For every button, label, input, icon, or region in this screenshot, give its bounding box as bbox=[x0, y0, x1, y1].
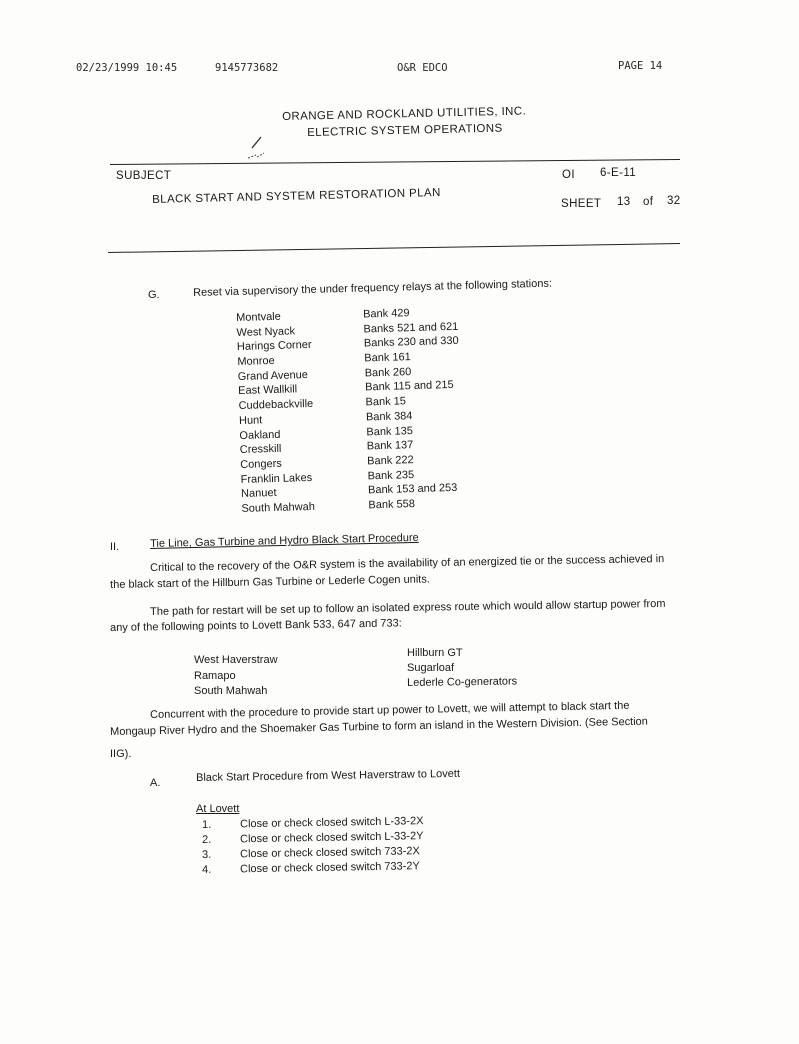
header-rule-bottom bbox=[108, 243, 680, 253]
station-bank: Bank 161 bbox=[364, 351, 411, 365]
station-name: Nanuet bbox=[240, 487, 277, 501]
step-text: Close or check closed switch L-33-2Y bbox=[239, 830, 424, 846]
station-bank: Banks 521 and 621 bbox=[363, 320, 459, 336]
station-name: Hunt bbox=[238, 414, 263, 427]
station-bank: Bank 135 bbox=[366, 424, 414, 438]
company-name: ORANGE AND ROCKLAND UTILITIES, INC. bbox=[282, 105, 527, 123]
station-bank: Banks 230 and 330 bbox=[363, 335, 459, 350]
fax-datetime: 02/23/1999 10:45 bbox=[76, 62, 178, 74]
station-bank: Bank 222 bbox=[367, 453, 414, 468]
step-number: 2. bbox=[202, 833, 212, 846]
station-bank: Bank 260 bbox=[364, 365, 412, 380]
station-name: East Wallkill bbox=[238, 383, 298, 398]
fax-sender: O&R EDCO bbox=[397, 62, 448, 74]
para2-line1: The path for restart will be set up to follow an isolated express route which would allow startup power from bbox=[150, 597, 666, 618]
step-number: 4. bbox=[202, 863, 212, 876]
point-left-2: Ramapo bbox=[194, 670, 236, 682]
sheet-of-label: of bbox=[643, 196, 654, 208]
station-name: Oakland bbox=[239, 428, 281, 442]
department-name: ELECTRIC SYSTEM OPERATIONS bbox=[307, 122, 503, 139]
step-text: Close or check closed switch 733-2X bbox=[239, 845, 420, 861]
sheet-total: 32 bbox=[667, 195, 681, 207]
point-right-3: Lederle Co-generators bbox=[407, 675, 518, 689]
station-name: Franklin Lakes bbox=[240, 471, 313, 486]
document-title: BLACK START AND SYSTEM RESTORATION PLAN bbox=[152, 186, 441, 206]
subject-label: SUBJECT bbox=[116, 170, 172, 182]
station-bank: Bank 558 bbox=[368, 498, 416, 512]
point-left-1: West Haverstraw bbox=[194, 654, 278, 666]
station-name: Congers bbox=[240, 457, 282, 471]
station-bank: Bank 137 bbox=[366, 439, 414, 453]
para1-line1: Critical to the recovery of the O&R system is the availability of an energized tie or the success achieved in bbox=[150, 553, 665, 574]
para3-line3: IIG). bbox=[110, 748, 132, 760]
station-bank: Bank 153 and 253 bbox=[367, 482, 458, 497]
station-bank: Bank 384 bbox=[365, 409, 413, 424]
point-right-2: Sugarloaf bbox=[407, 662, 455, 674]
station-name: Montvale bbox=[236, 310, 281, 324]
section-g-letter: G. bbox=[148, 289, 160, 301]
station-name: Cuddebackville bbox=[238, 398, 314, 413]
step-row bbox=[202, 844, 462, 861]
pen-mark bbox=[246, 134, 276, 162]
location-label: At Lovett bbox=[196, 803, 240, 815]
station-bank: Bank 429 bbox=[362, 307, 410, 321]
oi-number: 6-E-11 bbox=[600, 167, 637, 179]
station-name: South Mahwah bbox=[241, 500, 316, 515]
sheet-label: SHEET bbox=[561, 198, 602, 210]
sheet-number: 13 bbox=[617, 196, 631, 208]
para3-line2: Mongaup River Hydro and the Shoemaker Gas Turbine to form an island in the Western Division. (See Section bbox=[110, 715, 648, 738]
para2-line2: any of the following points to Lovett Bank 533, 647 and 733: bbox=[110, 617, 402, 634]
station-name: West Nyack bbox=[236, 325, 296, 339]
section-g-text: Reset via supervisory the under frequency relays at the following stations: bbox=[193, 277, 553, 299]
step-row bbox=[202, 814, 462, 831]
point-right-1: Hillburn GT bbox=[407, 647, 463, 659]
station-name: Harings Corner bbox=[236, 339, 312, 354]
step-row bbox=[202, 829, 462, 846]
station-name: Cresskill bbox=[239, 442, 282, 457]
station-bank-list bbox=[236, 305, 502, 518]
station-bank: Bank 15 bbox=[365, 395, 407, 409]
point-left-3: South Mahwah bbox=[194, 685, 268, 697]
subsection-a-title: Black Start Procedure from West Haverstraw to Lovett bbox=[196, 767, 461, 784]
step-number: 1. bbox=[202, 818, 212, 831]
fax-phone: 9145773682 bbox=[215, 62, 279, 74]
para1-line2: the black start of the Hillburn Gas Turbine or Lederle Cogen units. bbox=[110, 573, 430, 591]
para3-line1: Concurrent with the procedure to provide start up power to Lovett, we will attempt to black start the bbox=[150, 699, 630, 721]
station-name: Monroe bbox=[237, 355, 275, 369]
step-text: Close or check closed switch L-33-2X bbox=[239, 815, 424, 831]
fax-page-number: PAGE 14 bbox=[618, 60, 663, 72]
step-number: 3. bbox=[202, 848, 212, 861]
subsection-a-letter: A. bbox=[150, 777, 161, 789]
station-bank: Bank 235 bbox=[367, 468, 415, 482]
step-text: Close or check closed switch 733-2Y bbox=[239, 860, 420, 876]
header-rule-top bbox=[110, 159, 680, 165]
step-row bbox=[202, 859, 462, 876]
oi-label: OI bbox=[562, 169, 575, 181]
station-bank: Bank 115 and 215 bbox=[365, 379, 454, 394]
station-name: Grand Avenue bbox=[237, 368, 309, 383]
section-ii-number: II. bbox=[110, 541, 120, 553]
section-ii-heading: Tie Line, Gas Turbine and Hydro Black Start Procedure bbox=[150, 531, 419, 550]
